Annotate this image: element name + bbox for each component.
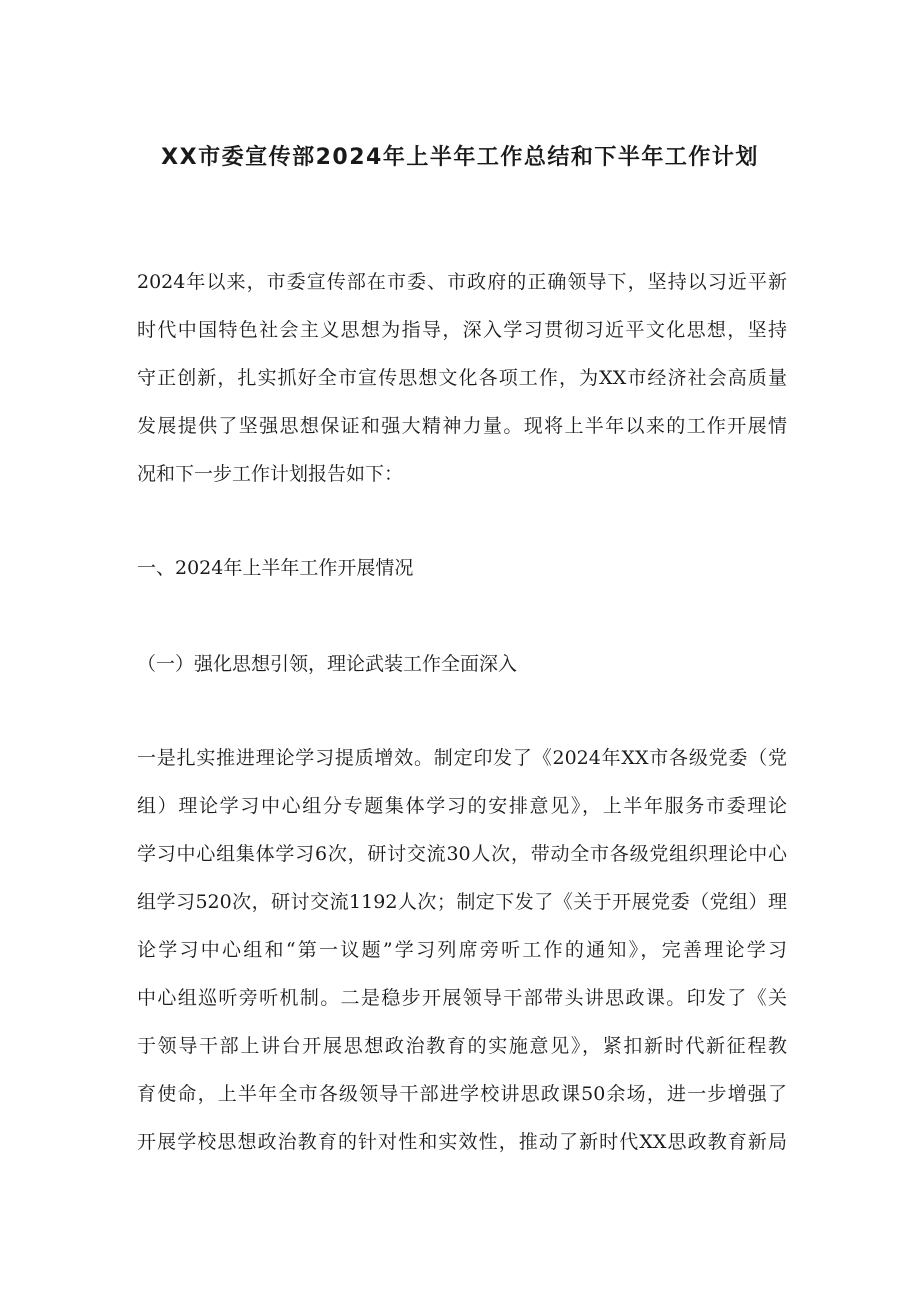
- document-title: XX市委宣传部2024年上半年工作总结和下半年工作计划: [161, 145, 759, 170]
- paragraph-line: 育使命，上半年全市各级领导干部进学校讲思政课50余场，进一步增强了: [137, 1083, 787, 1105]
- paragraph-line: 学习中心组集体学习6次，研讨交流30人次，带动全市各级党组织理论中心: [137, 843, 787, 865]
- subsection-heading: （一）强化思想引领，理论武装工作全面深入: [137, 653, 518, 675]
- paragraph-line: 于领导干部上讲台开展思想政治教育的实施意见》，紧扣新时代新征程教: [137, 1035, 787, 1057]
- paragraph-line: 组）理论学习中心组分专题集体学习的安排意见》，上半年服务市委理论: [137, 795, 787, 817]
- paragraph-line: 论学习中心组和“第一议题”学习列席旁听工作的通知》，完善理论学习: [137, 939, 787, 961]
- paragraph-line: 况和下一步工作计划报告如下：: [137, 463, 404, 485]
- paragraph-line: 一是扎实推进理论学习提质增效。制定印发了《2024年XX市各级党委（党: [137, 747, 787, 769]
- paragraph-line: 开展学校思想政治教育的针对性和实效性，推动了新时代XX思政教育新局: [137, 1131, 787, 1153]
- paragraph-line: 组学习520次，研讨交流1192人次；制定下发了《关于开展党委（党组）理: [137, 891, 787, 913]
- section-heading: 一、2024年上半年工作开展情况: [137, 557, 414, 579]
- paragraph-line: 时代中国特色社会主义思想为指导，深入学习贯彻习近平文化思想，坚持: [137, 319, 787, 341]
- paragraph-line: 发展提供了坚强思想保证和强大精神力量。现将上半年以来的工作开展情: [137, 415, 787, 437]
- paragraph-line: 守正创新，扎实抓好全市宣传思想文化各项工作，为XX市经济社会高质量: [137, 367, 787, 389]
- paragraph-line: 2024年以来，市委宣传部在市委、市政府的正确领导下，坚持以习近平新: [137, 271, 787, 293]
- paragraph-line: 中心组巡听旁听机制。二是稳步开展领导干部带头讲思政课。印发了《关: [137, 987, 787, 1009]
